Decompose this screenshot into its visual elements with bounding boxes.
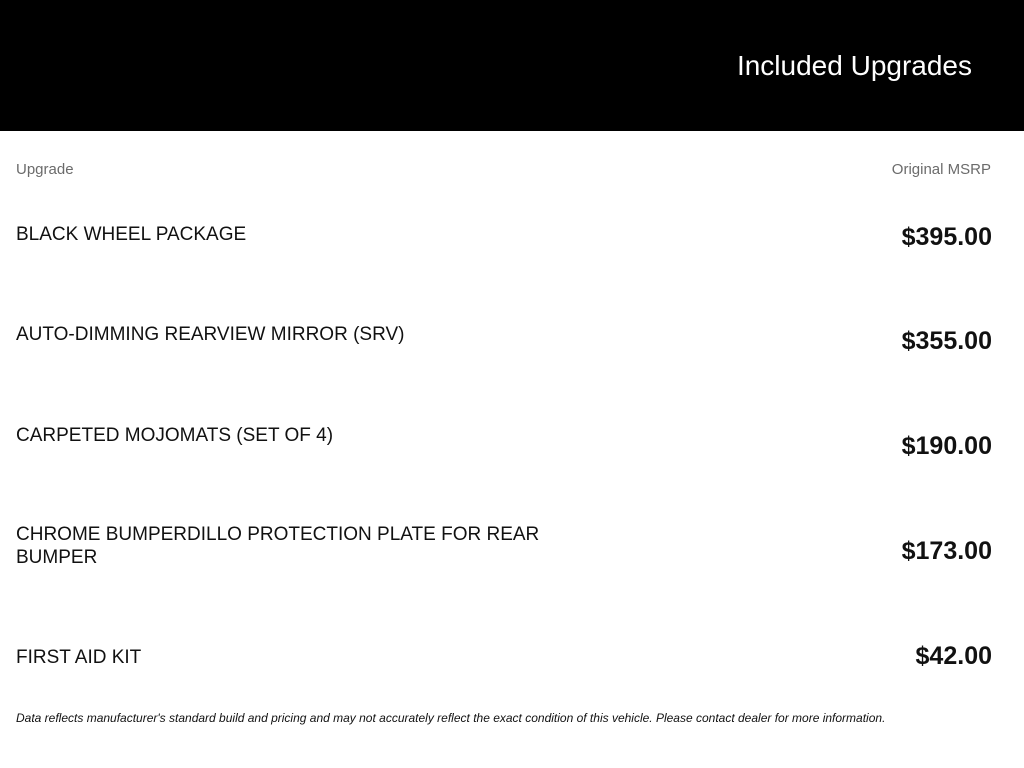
page-title: Included Upgrades (736, 50, 972, 81)
upgrade-price: $173.00 (901, 537, 992, 565)
column-header-upgrade: Upgrade (16, 161, 74, 178)
column-header-msrp: Original MSRP (891, 161, 991, 178)
upgrade-price: $42.00 (915, 642, 992, 670)
header-banner (0, 0, 1024, 131)
upgrade-price: $395.00 (901, 223, 992, 251)
upgrade-name: AUTO-DIMMING REARVIEW MIRROR (SRV) (16, 324, 405, 345)
upgrade-price: $355.00 (901, 327, 992, 355)
upgrade-name: CHROME BUMPERDILLO PROTECTION PLATE FOR REAR BUMPER (16, 524, 540, 568)
upgrade-name: FIRST AID KIT (16, 647, 142, 668)
upgrade-name: BLACK WHEEL PACKAGE (16, 224, 247, 245)
upgrade-name: CARPETED MOJOMATS (SET OF 4) (16, 425, 334, 446)
disclaimer-text: Data reflects manufacturer's standard build and pricing and may not accurately reflect the exact condition of this vehicle. Please contact dealer for more information. (16, 711, 886, 725)
upgrade-price: $190.00 (901, 432, 992, 460)
